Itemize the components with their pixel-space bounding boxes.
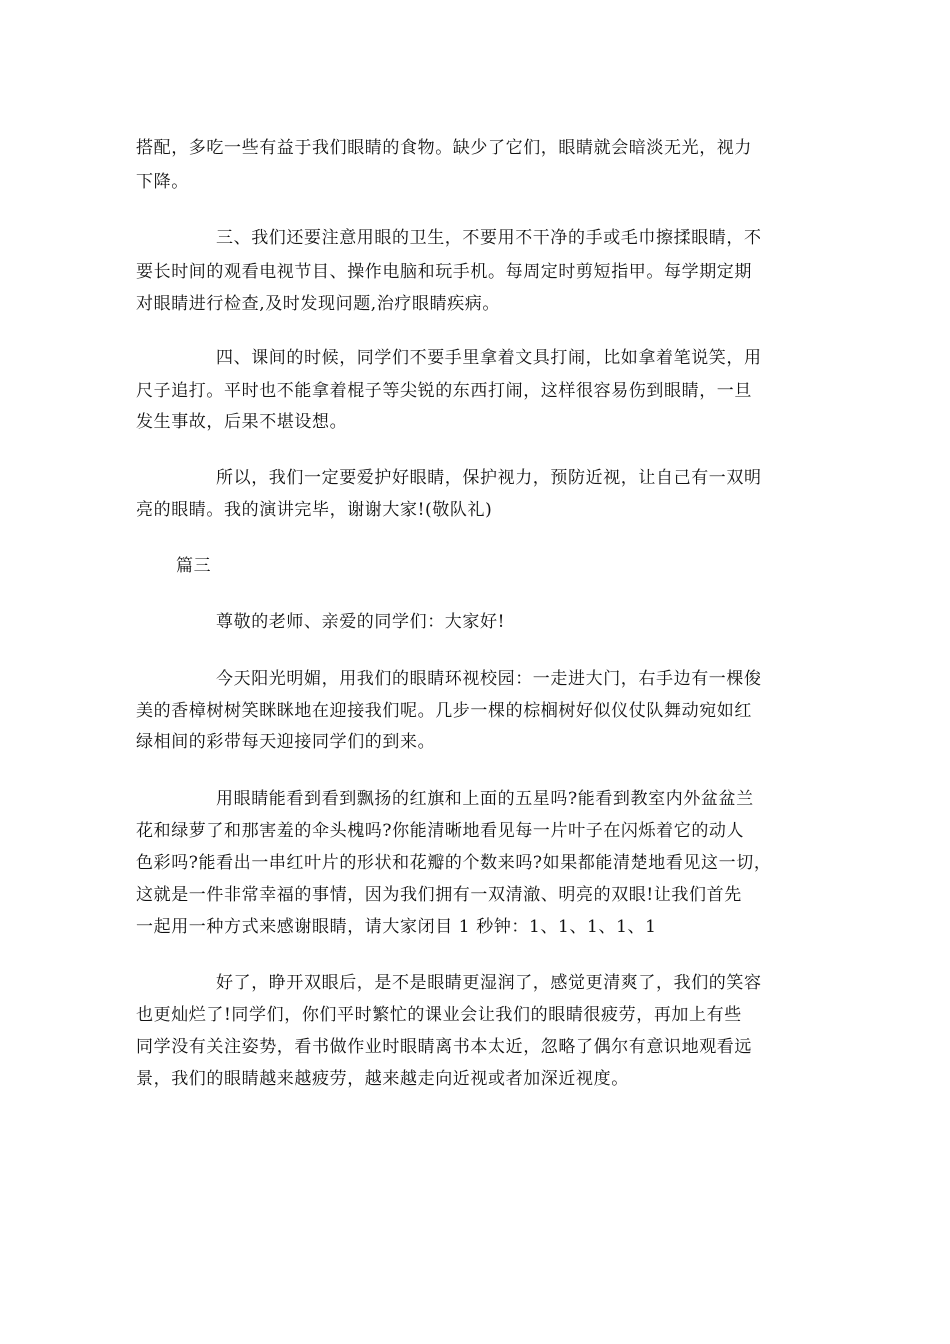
paragraph-line: 用眼睛能看到看到飘扬的红旗和上面的五星吗?能看到教室内外盆盆兰 [216, 789, 754, 809]
paragraph-line: 同学没有关注姿势，看书做作业时眼睛离书本太近，忽略了偶尔有意识地观看远 [136, 1037, 752, 1057]
paragraph-line: 今天阳光明媚，用我们的眼睛环视校园：一走进大门，右手边有一棵俊 [216, 669, 762, 689]
paragraph-line: 对眼睛进行检查,及时发现问题,治疗眼睛疾病。 [136, 294, 501, 314]
paragraph-line: 这就是一件非常幸福的事情，因为我们拥有一双清澈、明亮的双眼!让我们首先 [136, 885, 742, 905]
paragraph-line: 下降。 [136, 172, 189, 192]
paragraph-line: 三、我们还要注意用眼的卫生，不要用不干净的手或毛巾擦揉眼睛，不 [216, 228, 762, 248]
paragraph-line: 色彩吗?能看出一串红叶片的形状和花瓣的个数来吗?如果都能清楚地看见这一切， [136, 853, 772, 873]
paragraph-line: 也更灿烂了!同学们，你们平时繁忙的课业会让我们的眼睛很疲劳，再加上有些 [136, 1005, 742, 1025]
paragraph-line: 要长时间的观看电视节目、操作电脑和玩手机。每周定时剪短指甲。每学期定期 [136, 262, 752, 282]
paragraph-line: 亮的眼睛。我的演讲完毕，谢谢大家!(敬队礼) [136, 500, 493, 520]
greeting-line: 尊敬的老师、亲爱的同学们：大家好! [216, 612, 506, 632]
paragraph-line: 花和绿萝了和那害羞的伞头槐吗?你能清晰地看见每一片叶子在闪烁着它的动人 [136, 821, 745, 841]
paragraph-line: 发生事故，后果不堪设想。 [136, 412, 348, 432]
paragraph-line: 绿相间的彩带每天迎接同学们的到来。 [136, 732, 436, 752]
paragraph-line: 美的香樟树树笑眯眯地在迎接我们呢。几步一棵的棕榈树好似仪仗队舞动宛如红 [136, 701, 752, 721]
paragraph-line: 四、课间的时候，同学们不要手里拿着文具打闹，比如拿着笔说笑，用 [216, 348, 762, 368]
paragraph-line: 尺子追打。平时也不能拿着棍子等尖锐的东西打闹，这样很容易伤到眼睛，一旦 [136, 381, 752, 401]
section-heading: 篇三 [176, 556, 212, 576]
paragraph-line: 所以，我们一定要爱护好眼睛，保护视力，预防近视，让自己有一双明 [216, 468, 762, 488]
paragraph-line: 一起用一种方式来感谢眼睛，请大家闭目 1 秒钟：1、1、1、1、1 [136, 917, 657, 937]
paragraph-line: 搭配，多吃一些有益于我们眼睛的食物。缺少了它们，眼睛就会暗淡无光，视力 [136, 138, 752, 158]
paragraph-line: 好了，睁开双眼后，是不是眼睛更湿润了，感觉更清爽了，我们的笑容 [216, 973, 762, 993]
paragraph-line: 景，我们的眼睛越来越疲劳，越来越走向近视或者加深近视度。 [136, 1069, 629, 1089]
